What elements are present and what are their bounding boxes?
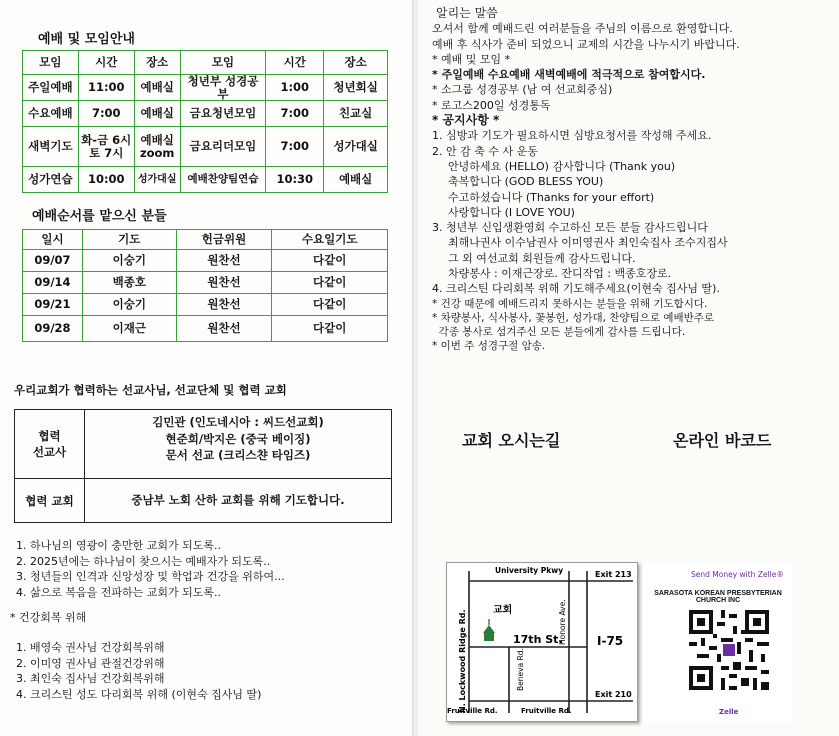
cell: 성가대실 — [324, 127, 388, 167]
col-header: 시간 — [266, 51, 324, 75]
map-label-beneva: Beneva Rd. — [516, 648, 525, 691]
extra-item: * 이번 주 성경구절 암송. — [432, 339, 546, 352]
cell: 10:00 — [78, 167, 134, 193]
list-item: 1. 배영숙 권사님 건강회복위해 — [16, 641, 165, 654]
cell: 이재근 — [82, 316, 176, 342]
zelle-church-name: SARASOTA KOREAN PRESBYTERIAN CHURCH INC — [654, 590, 782, 604]
cell: 09/28 — [23, 316, 83, 342]
cell: 09/07 — [23, 250, 83, 272]
map-label-church: 교회 — [493, 605, 513, 616]
missionary-list — [85, 410, 391, 478]
notice-2-line: 축복합니다 (GOD BLESS YOU) — [448, 175, 604, 189]
map-label-lockwood: N. Lockwood Ridge Rd. — [458, 609, 467, 713]
list-item: 2. 이미영 권사님 관절건강위해 — [16, 656, 165, 670]
cell: 성가연습 — [23, 167, 79, 193]
cell: 다같이 — [272, 316, 388, 342]
healing-title: * 건강회복 위해 — [10, 611, 87, 624]
col-header: 헌금위원 — [176, 230, 272, 250]
qr-code-icon[interactable] — [689, 610, 769, 690]
cell: 화-금 6시 토 7시 — [78, 127, 134, 167]
cell: 청년회실 — [324, 75, 388, 101]
col-header: 장소 — [134, 51, 180, 75]
map-label-i75: I-75 — [597, 634, 624, 648]
bullet-item: * 소그룹 성경공부 (남 여 선교회중심) — [432, 83, 613, 97]
notice-3-line: 최해나권사 이수남권사 이미영권사 최인숙집사 조수지집사 — [448, 236, 728, 250]
notice-2-line: 안녕하세요 (HELLO) 감사합니다 (Thank you) — [448, 159, 676, 173]
list-item: 2. 2025년에는 하나님이 찾으시는 예배자가 되도록.. — [16, 554, 271, 568]
cell: 10:30 — [266, 167, 324, 193]
table-row — [23, 316, 388, 342]
cell: 수요예배 — [23, 101, 79, 127]
cell: 1:00 — [266, 75, 324, 101]
partners-box — [14, 409, 392, 523]
schedule-header-row — [23, 51, 388, 75]
cell: 예배실 — [324, 167, 388, 193]
list-item: 4. 크리스틴 성도 다리회복 위해 (이현숙 집사님 딸) — [16, 687, 262, 701]
left-page — [0, 0, 414, 736]
cell: 주일예배 — [23, 75, 79, 101]
notice-2: 2. 안 감 축 수 사 운동 — [432, 144, 538, 158]
church-text: 중남부 노회 산하 교회를 위해 기도합니다. — [131, 493, 345, 508]
col-header: 모임 — [23, 51, 79, 75]
announcements — [432, 6, 832, 353]
cell: 성가대실 — [134, 167, 180, 193]
cell: 금요리더모임 — [180, 127, 266, 167]
map-label-exit210: Exit 210 — [595, 690, 632, 699]
cell: 7:00 — [266, 127, 324, 167]
cell: 다같이 — [272, 272, 388, 294]
map-label-honore: Honore Ave. — [558, 599, 567, 645]
extra-item: * 건강 때문에 예배드리지 못하시는 분들을 위해 기도합시다. — [432, 297, 708, 310]
cell: 원찬선 — [176, 272, 272, 294]
notice-3: 3. 청년부 신입생환영회 수고하신 모든 분들 감사드립니다 — [432, 221, 708, 235]
bullet-item: * 예배 및 모임 * — [432, 52, 511, 66]
cell: 예배실 — [134, 101, 180, 127]
cell: 이숭기 — [82, 250, 176, 272]
col-header: 모임 — [180, 51, 266, 75]
notice-2-line: 수고하셨습니다 (Thanks for your effort) — [448, 190, 655, 204]
table-row — [23, 294, 388, 316]
map-label-fruitville-west: Fruitville Rd. — [447, 707, 498, 715]
welcome-line: 오셔서 함께 예배드린 여러분들을 주님의 이름으로 환영합니다. — [432, 22, 733, 36]
partners-title: 우리교회가 협력하는 선교사님, 선교단체 및 협력 교회 — [14, 383, 287, 397]
zelle-card — [643, 562, 793, 722]
healing-list — [16, 640, 261, 702]
list-item: 4. 삶으로 복음을 전파하는 교회가 되도록.. — [16, 585, 221, 599]
missionary-label: 협력 선교사 — [15, 410, 85, 478]
cell: 09/14 — [23, 272, 83, 294]
notice-2-line: 사랑합니다 (I LOVE YOU) — [448, 205, 575, 219]
church-icon — [483, 619, 495, 641]
notice-1: 1. 심방과 기도가 필요하시면 심방요청서를 작성해 주세요. — [432, 129, 712, 143]
extra-item: 각종 봉사로 섬겨주신 모든 분들에게 감사를 드립니다. — [432, 325, 686, 338]
col-header: 수요일기도 — [272, 230, 388, 250]
col-header: 시간 — [78, 51, 134, 75]
missionary-item: 현준희/박지은 (중국 베이징) — [165, 431, 311, 446]
cell: 예배실 — [134, 75, 180, 101]
table-row — [23, 250, 388, 272]
map-svg — [447, 563, 639, 723]
table-row — [23, 127, 388, 167]
cell: 친교실 — [324, 101, 388, 127]
cell: 다같이 — [272, 250, 388, 272]
cell: 새벽기도 — [23, 127, 79, 167]
col-header: 기도 — [82, 230, 176, 250]
bullet-item: * 로고스200일 성경통독 — [432, 98, 551, 112]
map-label-17th: 17th St. — [513, 633, 563, 646]
welcome-line: 예배 후 식사가 준비 되었으니 교제의 시간을 나누시기 바랍니다. — [432, 37, 740, 51]
schedule-title: 예배 및 모임안내 — [38, 32, 135, 47]
missionary-item: 문서 선교 (크리스챤 타임즈) — [165, 448, 311, 463]
list-item: 1. 하나님의 영광이 충만한 교회가 되도록.. — [16, 539, 221, 552]
news-title: 알리는 말씀 — [436, 6, 498, 20]
cell: 원찬선 — [176, 250, 272, 272]
cell: 다같이 — [272, 294, 388, 316]
table-row — [23, 272, 388, 294]
bullet-item: * 주일예배 수요예배 새벽예배에 적극적으로 참여합시다. — [432, 68, 706, 82]
missionary-item: 김민관 (인도네시아 : 씨드선교회) — [152, 415, 324, 429]
cell: 이숭기 — [82, 294, 176, 316]
list-item: 3. 최인숙 집사님 건강회복위해 — [16, 672, 165, 686]
table-row — [23, 101, 388, 127]
extra-item: * 차량봉사, 식사봉사, 꽃봉헌, 성가대, 찬양팀으로 예배반주로 — [432, 311, 715, 324]
col-header: 장소 — [324, 51, 388, 75]
map-label-fruitville-east: Fruitville Rd. — [521, 707, 572, 715]
zelle-send-text: Send Money with Zelle® — [691, 570, 784, 579]
map-label-exit213: Exit 213 — [595, 570, 632, 579]
cell: 09/21 — [23, 294, 83, 316]
zelle-logo: Zelle — [719, 708, 739, 716]
cell: 청년부 성경공부 — [180, 75, 266, 101]
notice-3-line: 차량봉사 : 이재근장로. 잔디작업 : 백종호장로. — [448, 267, 672, 281]
notice-4: 4. 크리스틴 다리회복 위해 기도해주세요(이현숙 집사님 딸). — [432, 282, 720, 296]
order-table — [22, 229, 388, 342]
cell: 예배실 zoom — [134, 127, 180, 167]
order-title: 예배순서를 맡으신 분들 — [32, 209, 167, 224]
cell: 백종호 — [82, 272, 176, 294]
church-row — [15, 478, 391, 522]
list-item: 3. 청년들의 인격과 신앙성장 및 학업과 건강을 위하여... — [16, 570, 285, 584]
cell: 예배찬양팀연습 — [180, 167, 266, 193]
col-header: 일시 — [23, 230, 83, 250]
prayer-list — [16, 538, 285, 600]
church-label: 협력 교회 — [15, 479, 85, 522]
notice-title: * 공지사항 * — [432, 113, 500, 128]
cell: 7:00 — [78, 101, 134, 127]
cell: 7:00 — [266, 101, 324, 127]
directions-title: 교회 오시는길 — [462, 431, 561, 450]
cell: 원찬선 — [176, 294, 272, 316]
cell: 11:00 — [78, 75, 134, 101]
map-label-university: University Pkwy — [495, 566, 564, 575]
barcode-title: 온라인 바코드 — [673, 431, 772, 450]
schedule-table — [22, 50, 388, 193]
cell: 금요청년모임 — [180, 101, 266, 127]
table-row — [23, 75, 388, 101]
church-map — [446, 562, 638, 722]
missionary-row — [15, 410, 391, 478]
cell: 원찬선 — [176, 316, 272, 342]
table-row — [23, 167, 388, 193]
order-header-row — [23, 230, 388, 250]
notice-3-line: 그 외 여선교회 회원들께 감사드립니다. — [448, 251, 636, 265]
